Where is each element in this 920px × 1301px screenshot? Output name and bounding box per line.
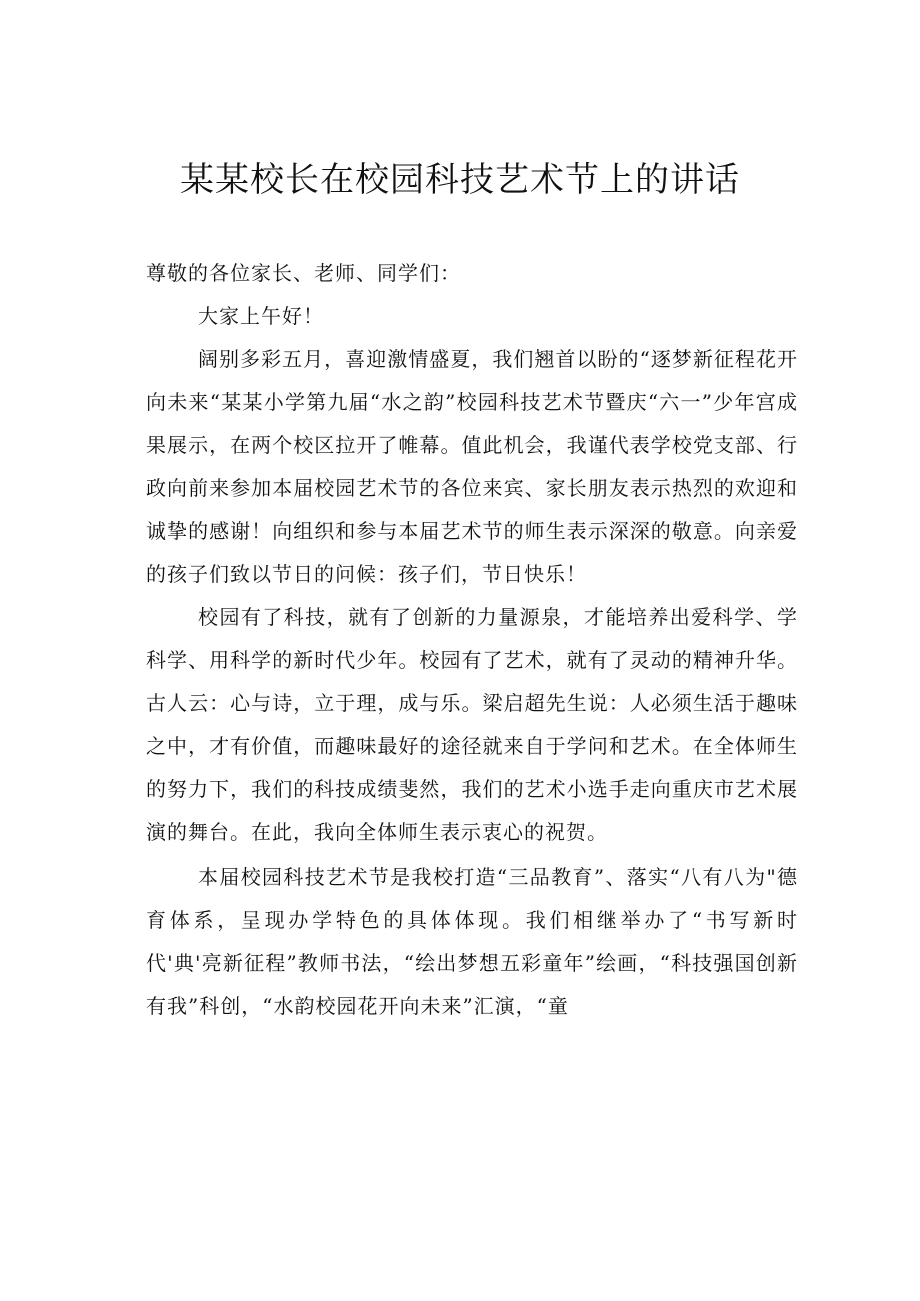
salutation: 尊敬的各位家长、老师、同学们： [146,261,461,285]
document-body [146,252,798,1028]
paragraph-science-art: 校园有了科技，就有了创新的力量源泉，才能培养出爱科学、学科学、用科学的新时代少年。校园有了艺术，就有了灵动的精神升华。古人云：心与诗，立于理，成与乐。梁启超先生说：人必须生活于趣味之中，才有价值，而趣味最好的途径就来自于学问和艺术。在全体师生的努力下，我们的科技成绩斐然，我们的艺术小选手走向重庆市艺术展演的舞台。在此，我向全体师生表示衷心的祝贺。 [146,605,798,844]
paragraph-opening: 阔别多彩五月，喜迎激情盛夏，我们翘首以盼的“逐梦新征程花开向未来“某某小学第九届“水之韵”校园科技艺术节暨庆“六一”少年宫成果展示，在两个校区拉开了帷幕。值此机会，我谨代表学校党支部、行政向前来参加本届校园艺术节的各位来宾、家长朋友表示热烈的欢迎和诚挚的感谢！向组织和参与本届艺术节的师生表示深深的敬意。向亲爱的孩子们致以节日的问候：孩子们，节日快乐！ [146,347,798,586]
paragraph-festival-activities: 本届校园科技艺术节是我校打造“三品教育”、落实“八有八为"德育体系，呈现办学特色的具体体现。我们相继举办了“书写新时代'典'亮新征程”教师书法，“绘出梦想五彩童年”绘画，“科技强国创新有我”科创，“水韵校园花开向未来”汇演，“童 [146,865,798,1018]
document-title: 某某校长在校园科技艺术节上的讲话 [180,160,740,200]
paragraph-greeting: 大家上午好！ [198,304,324,328]
